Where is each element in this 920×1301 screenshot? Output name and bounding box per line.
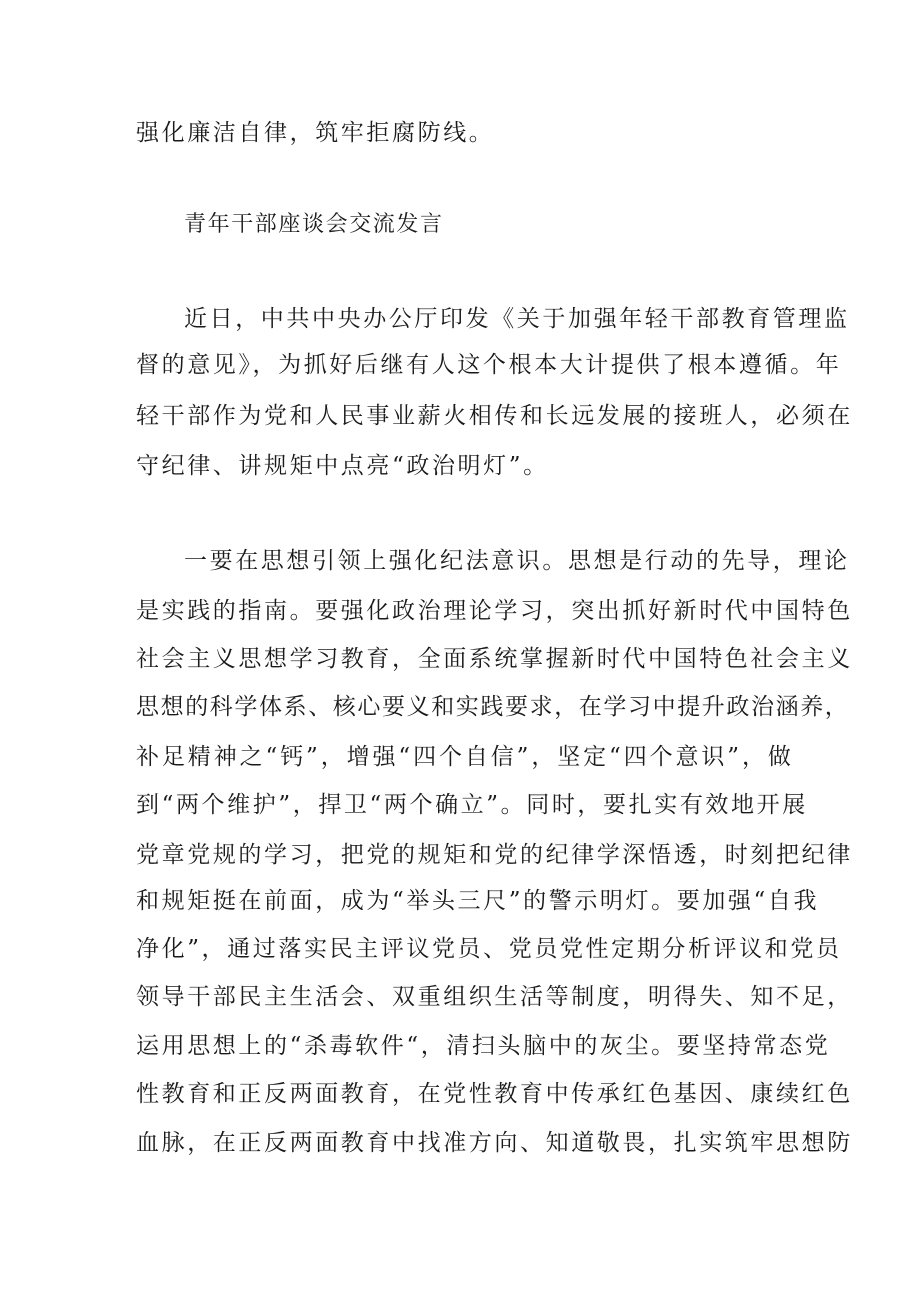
paragraph-2-line-5: 补足精神之“钙”，增强“四个自信”，坚定“四个意识”，做 bbox=[136, 744, 794, 770]
paragraph-2-line-11: 运用思想上的“杀毒软件“，清扫头脑中的灰尘。要坚持常态党 bbox=[136, 1033, 831, 1059]
paragraph-2-line-1: 一要在思想引领上强化纪法意识。思想是行动的先导，理论 bbox=[184, 548, 850, 574]
paragraph-2-line-8: 和规矩挺在前面，成为“举头三尺”的警示明灯。要加强“自我 bbox=[136, 888, 820, 914]
paragraph-2-line-2: 是实践的指南。要强化政治理论学习，突出抓好新时代中国特色 bbox=[136, 598, 853, 624]
paragraph-2-line-10: 领导干部民主生活会、双重组织生活等制度，明得失、知不足， bbox=[136, 984, 853, 1010]
paragraph-2-line-4: 思想的科学体系、核心要义和实践要求，在学习中提升政治涵养， bbox=[136, 694, 850, 720]
paragraph-2-line-6: 到“两个维护”，捍卫“两个确立”。同时，要扎实有效地开展 bbox=[136, 792, 808, 818]
text-line-closing: 强化廉洁自律，筑牢拒腐防线。 bbox=[136, 120, 495, 146]
paragraph-2-line-3: 社会主义思想学习教育，全面系统掌握新时代中国特色社会主义 bbox=[136, 646, 853, 672]
section-title: 青年干部座谈会交流发言 bbox=[184, 212, 444, 237]
paragraph-1-line-1: 近日，中共中央办公厅印发《关于加强年轻干部教育管理监 bbox=[184, 306, 850, 332]
paragraph-2-line-7: 党章党规的学习，把党的规矩和党的纪律学深悟透，时刻把纪律 bbox=[136, 842, 853, 868]
paragraph-2-line-13: 血脉，在正反两面教育中找准方向、知道敬畏，扎实筑牢思想防 bbox=[136, 1130, 853, 1156]
paragraph-1-line-4: 守纪律、讲规矩中点亮“政治明灯”。 bbox=[136, 453, 549, 479]
paragraph-1-line-3: 轻干部作为党和人民事业薪火相传和长远发展的接班人，必须在 bbox=[136, 403, 853, 429]
paragraph-1-line-2: 督的意见》，为抓好后继有人这个根本大计提供了根本遵循。年 bbox=[136, 352, 842, 378]
paragraph-2-line-9: 净化”，通过落实民主评议党员、党员党性定期分析评议和党员 bbox=[136, 936, 842, 962]
paragraph-2-line-12: 性教育和正反两面教育，在党性教育中传承红色基因、康续红色 bbox=[136, 1081, 853, 1107]
